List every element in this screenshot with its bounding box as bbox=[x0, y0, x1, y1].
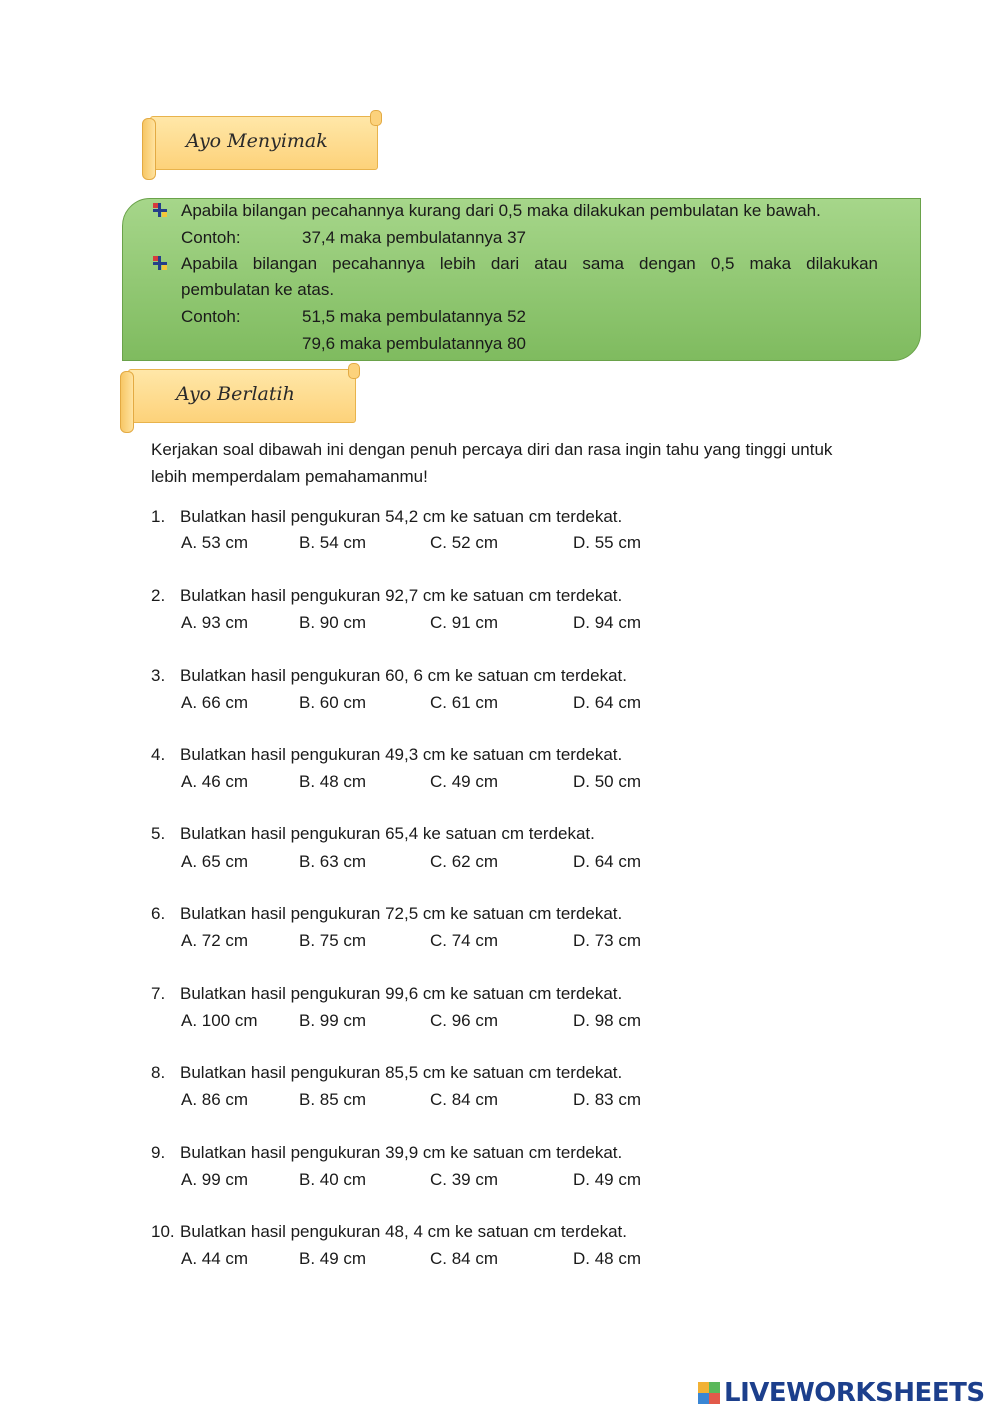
banner-roll-left bbox=[120, 371, 134, 433]
option-d[interactable]: D. 64 cm bbox=[573, 693, 642, 712]
instructions-line: lebih memperdalam pemahamanmu! bbox=[151, 467, 428, 486]
option-b[interactable]: B. 49 cm bbox=[299, 1249, 367, 1268]
option-c[interactable]: C. 39 cm bbox=[430, 1170, 499, 1189]
question-text: Bulatkan hasil pengukuran 39,9 cm ke satuan cm terdekat. bbox=[180, 1143, 623, 1162]
option-d[interactable]: D. 55 cm bbox=[573, 533, 642, 552]
option-b[interactable]: B. 40 cm bbox=[299, 1170, 367, 1189]
option-c[interactable]: C. 74 cm bbox=[430, 931, 499, 950]
section-banner-ayo-menyimak bbox=[142, 112, 378, 174]
option-a[interactable]: A. 66 cm bbox=[181, 693, 249, 712]
example-value: 79,6 maka pembulatannya 80 bbox=[302, 334, 526, 353]
instructions-line: Kerjakan soal dibawah ini dengan penuh percaya diri dan rasa ingin tahu yang tinggi untuk bbox=[151, 440, 833, 459]
option-d[interactable]: D. 94 cm bbox=[573, 613, 642, 632]
question-text: Bulatkan hasil pengukuran 99,6 cm ke satuan cm terdekat. bbox=[180, 984, 623, 1003]
option-d[interactable]: D. 73 cm bbox=[573, 931, 642, 950]
liveworksheets-branding[interactable] bbox=[698, 1378, 985, 1408]
option-d[interactable]: D. 50 cm bbox=[573, 772, 642, 791]
option-a[interactable]: A. 44 cm bbox=[181, 1249, 249, 1268]
option-c[interactable]: C. 49 cm bbox=[430, 772, 499, 791]
option-b[interactable]: B. 60 cm bbox=[299, 693, 367, 712]
option-c[interactable]: C. 61 cm bbox=[430, 693, 499, 712]
option-b[interactable]: B. 85 cm bbox=[299, 1090, 367, 1109]
question-number: 5. bbox=[151, 824, 166, 843]
question-text: Bulatkan hasil pengukuran 60, 6 cm ke satuan cm terdekat. bbox=[180, 666, 627, 685]
option-d[interactable]: D. 83 cm bbox=[573, 1090, 642, 1109]
banner-roll-right bbox=[348, 363, 360, 379]
example-value: 51,5 maka pembulatannya 52 bbox=[302, 307, 526, 326]
brand-text: LIVEWORKSHEETS bbox=[724, 1378, 985, 1408]
banner-roll-left bbox=[142, 118, 156, 180]
option-a[interactable]: A. 99 cm bbox=[181, 1170, 249, 1189]
rule-round-down: Apabila bilangan pecahannya kurang dari 0,5 maka dilakukan pembulatan ke bawah. bbox=[181, 201, 821, 220]
banner-roll-right bbox=[370, 110, 382, 126]
option-b[interactable]: B. 48 cm bbox=[299, 772, 367, 791]
option-b[interactable]: B. 54 cm bbox=[299, 533, 367, 552]
option-a[interactable]: A. 93 cm bbox=[181, 613, 249, 632]
question-text: Bulatkan hasil pengukuran 48, 4 cm ke satuan cm terdekat. bbox=[180, 1222, 627, 1241]
liveworksheets-logo-icon bbox=[698, 1382, 720, 1404]
option-b[interactable]: B. 99 cm bbox=[299, 1011, 367, 1030]
question-text: Bulatkan hasil pengukuran 85,5 cm ke satuan cm terdekat. bbox=[180, 1063, 623, 1082]
option-d[interactable]: D. 98 cm bbox=[573, 1011, 642, 1030]
example-label: Contoh: bbox=[181, 228, 241, 247]
bullet-icon bbox=[153, 256, 167, 270]
option-a[interactable]: A. 53 cm bbox=[181, 533, 249, 552]
question-text: Bulatkan hasil pengukuran 65,4 ke satuan cm terdekat. bbox=[180, 824, 595, 843]
option-b[interactable]: B. 63 cm bbox=[299, 852, 367, 871]
section-banner-ayo-berlatih bbox=[120, 365, 356, 427]
example-value: 37,4 maka pembulatannya 37 bbox=[302, 228, 526, 247]
question-number: 8. bbox=[151, 1063, 166, 1082]
question-number: 4. bbox=[151, 745, 166, 764]
question-number: 9. bbox=[151, 1143, 166, 1162]
example-label: Contoh: bbox=[181, 307, 241, 326]
question-number: 10. bbox=[151, 1222, 175, 1241]
bullet-icon bbox=[153, 203, 167, 217]
question-text: Bulatkan hasil pengukuran 49,3 cm ke satuan cm terdekat. bbox=[180, 745, 623, 764]
option-a[interactable]: A. 100 cm bbox=[181, 1011, 258, 1030]
option-d[interactable]: D. 49 cm bbox=[573, 1170, 642, 1189]
option-a[interactable]: A. 72 cm bbox=[181, 931, 249, 950]
question-number: 2. bbox=[151, 586, 166, 605]
option-a[interactable]: A. 65 cm bbox=[181, 852, 249, 871]
question-number: 7. bbox=[151, 984, 166, 1003]
option-c[interactable]: C. 96 cm bbox=[430, 1011, 499, 1030]
question-text: Bulatkan hasil pengukuran 54,2 cm ke satuan cm terdekat. bbox=[180, 507, 623, 526]
option-d[interactable]: D. 48 cm bbox=[573, 1249, 642, 1268]
section-title: Ayo Berlatih bbox=[176, 383, 295, 405]
option-c[interactable]: C. 84 cm bbox=[430, 1090, 499, 1109]
question-number: 6. bbox=[151, 904, 166, 923]
rule-round-up-continued: pembulatan ke atas. bbox=[181, 280, 335, 299]
question-number: 1. bbox=[151, 507, 166, 526]
option-d[interactable]: D. 64 cm bbox=[573, 852, 642, 871]
option-c[interactable]: C. 91 cm bbox=[430, 613, 499, 632]
question-number: 3. bbox=[151, 666, 166, 685]
option-b[interactable]: B. 75 cm bbox=[299, 931, 367, 950]
rule-round-up: Apabila bilangan pecahannya lebih dari atau sama dengan 0,5 maka dilakukan bbox=[181, 254, 878, 273]
option-a[interactable]: A. 86 cm bbox=[181, 1090, 249, 1109]
option-a[interactable]: A. 46 cm bbox=[181, 772, 249, 791]
option-b[interactable]: B. 90 cm bbox=[299, 613, 367, 632]
question-text: Bulatkan hasil pengukuran 72,5 cm ke satuan cm terdekat. bbox=[180, 904, 623, 923]
option-c[interactable]: C. 84 cm bbox=[430, 1249, 499, 1268]
section-title: Ayo Menyimak bbox=[186, 130, 328, 152]
option-c[interactable]: C. 62 cm bbox=[430, 852, 499, 871]
question-text: Bulatkan hasil pengukuran 92,7 cm ke satuan cm terdekat. bbox=[180, 586, 623, 605]
option-c[interactable]: C. 52 cm bbox=[430, 533, 499, 552]
